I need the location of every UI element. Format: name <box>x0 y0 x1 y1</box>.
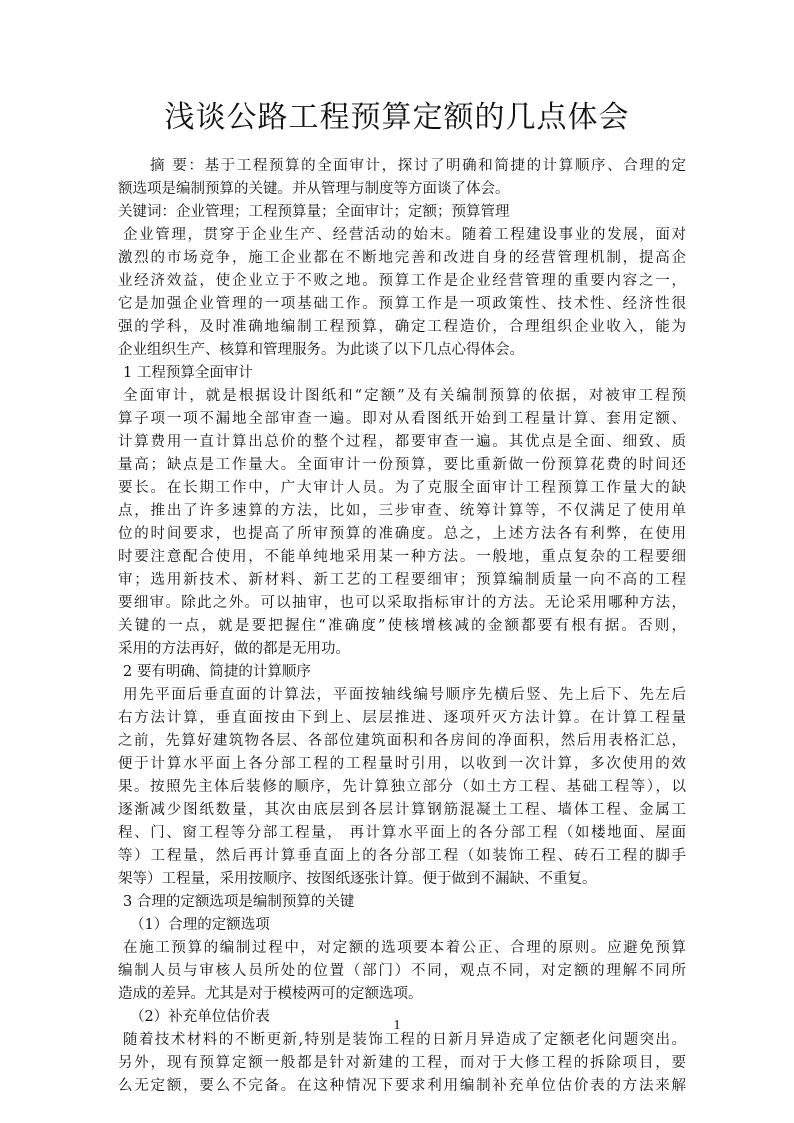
paragraph-line: 强的学科，及时准确地编制工程预算，确定工程造价，合理组织企业收入，能为 <box>118 319 686 335</box>
paragraph-line: 造成的差异。尤其是对于模棱两可的定额选项。 <box>118 986 423 1002</box>
paragraph-line: 企业组织生产、核算和管理服务。为此谈了以下几点心得体会。 <box>118 342 524 358</box>
paragraph-line: 逐渐减少图纸数量，其次由底层到各层计算钢筋混凝土工程、墙体工程、金属工 <box>118 802 686 818</box>
abstract-line: 摘 要：基于工程预算的全面审计，探讨了明确和简捷的计算顺序、合理的定 <box>150 158 686 174</box>
paragraph-line: 全面审计，就是根据设计图纸和“定额”及有关编制预算的依据，对被审工程预 <box>123 388 686 404</box>
paragraph-line: 审；选用新技术、新材料、新工艺的工程要细审；预算编制质量一向不高的工程 <box>118 572 686 588</box>
paragraph-line: 用先平面后垂直面的计算法，平面按轴线编号顺序先横后竖、先上后下、先左后 <box>123 687 686 703</box>
subsection-heading: （2）补充单位估价表 <box>130 1009 270 1025</box>
paragraph-line: 要细审。除此之外。可以抽审，也可以采取指标审计的方法。无论采用哪种方法， <box>118 595 686 611</box>
paragraph-line: 右方法计算，垂直面按由下到上、层层推进、逐项歼灭方法计算。在计算工程量 <box>118 710 686 726</box>
paragraph-line: 采用的方法再好，做的都是无用功。 <box>118 641 350 657</box>
paragraph-line: 便于计算水平面上各分部工程的工程量时引用，以收到一次计算，多次使用的效 <box>118 756 686 772</box>
paragraph-line: 么无定额，要么不完备。在这种情况下要求利用编制补充单位估价表的方法来解 <box>118 1078 686 1094</box>
paragraph-line: 编制人员与审核人员所处的位置（部门）不同，观点不同，对定额的理解不同所 <box>118 963 686 979</box>
paragraph-line: 激烈的市场竞争，施工企业都在不断地完善和改进自身的经营管理机制，提高企 <box>118 250 686 266</box>
document-title: 浅谈公路工程预算定额的几点体会 <box>164 100 630 135</box>
section-heading: 2 要有明确、简捷的计算顺序 <box>123 664 311 680</box>
paragraph-line: 程、门、窗工程等分部工程量， 再计算水平面上的各分部工程（如楼地面、屋面 <box>118 825 686 841</box>
paragraph-line: 另外，现有预算定额一般都是针对新建的工程，而对于大修工程的拆除项目，要 <box>118 1055 686 1071</box>
paragraph-line: 点，推出了许多速算的方法，比如，三步审查、统筹计算等，不仅满足了使用单 <box>118 503 686 519</box>
abstract-line: 额选项是编制预算的关键。并从管理与制度等方面谈了体会。 <box>118 181 510 197</box>
paragraph-line: 架等）工程量，采用按顺序、按图纸逐张计算。便于做到不漏缺、不重复。 <box>118 871 597 887</box>
paragraph-line: 关键的一点，就是要把握住“准确度”使核增核减的金额都要有根有据。否则， <box>118 618 686 634</box>
paragraph-line: 算子项一项不漏地全部审查一遍。即对从看图纸开始到工程量计算、套用定额、 <box>118 411 686 427</box>
paragraph-line: 量高；缺点是工作量大。全面审计一份预算，要比重新做一份预算花费的时间还 <box>118 457 686 473</box>
keywords-line: 关键词：企业管理；工程预算量；全面审计；定额；预算管理 <box>118 204 510 220</box>
paragraph-line: 等）工程量，然后再计算垂直面上的各分部工程（如装饰工程、砖石工程的脚手 <box>118 848 686 864</box>
paragraph-line: 果。按照先主体后装修的顺序，先计算独立部分（如土方工程、基础工程等），以 <box>118 779 686 795</box>
paragraph-line: 之前，先算好建筑物各层、各部位建筑面积和各房间的净面积，然后用表格汇总， <box>118 733 686 749</box>
paragraph-line: 在施工预算的编制过程中，对定额的选项要本着公正、合理的原则。应避免预算 <box>123 940 686 956</box>
paragraph-line: 时要注意配合使用，不能单纯地采用某一种方法。一般地，重点复杂的工程要细 <box>118 549 686 565</box>
page-number: 1 <box>393 1018 401 1033</box>
section-heading: 1 工程预算全面审计 <box>123 365 253 381</box>
document-body <box>118 155 686 1098</box>
paragraph-line: 要长。在长期工作中，广大审计人员。为了克服全面审计工程预算工作量大的缺 <box>118 480 686 496</box>
paragraph-line: 计算费用一直计算出总价的整个过程，都要审查一遍。其优点是全面、细致、质 <box>118 434 686 450</box>
paragraph-line: 随着技术材料的不断更新,特别是装饰工程的日新月异造成了定额老化问题突出。 <box>123 1032 686 1048</box>
subsection-heading: （1）合理的定额选项 <box>130 917 270 933</box>
paragraph-line: 企业管理，贯穿于企业生产、经营活动的始末。随着工程建设事业的发展，面对 <box>123 227 686 243</box>
paragraph-line: 它是加强企业管理的一项基础工作。预算工作是一项政策性、技术性、经济性很 <box>118 296 686 312</box>
section-heading: 3 合理的定额选项是编制预算的关键 <box>123 894 355 910</box>
paragraph-line: 业经济效益，使企业立于不败之地。预算工作是企业经营管理的重要内容之一， <box>118 273 686 289</box>
paragraph-line: 位的时间要求，也提高了所审预算的准确度。总之，上述方法各有利弊，在使用 <box>118 526 686 542</box>
